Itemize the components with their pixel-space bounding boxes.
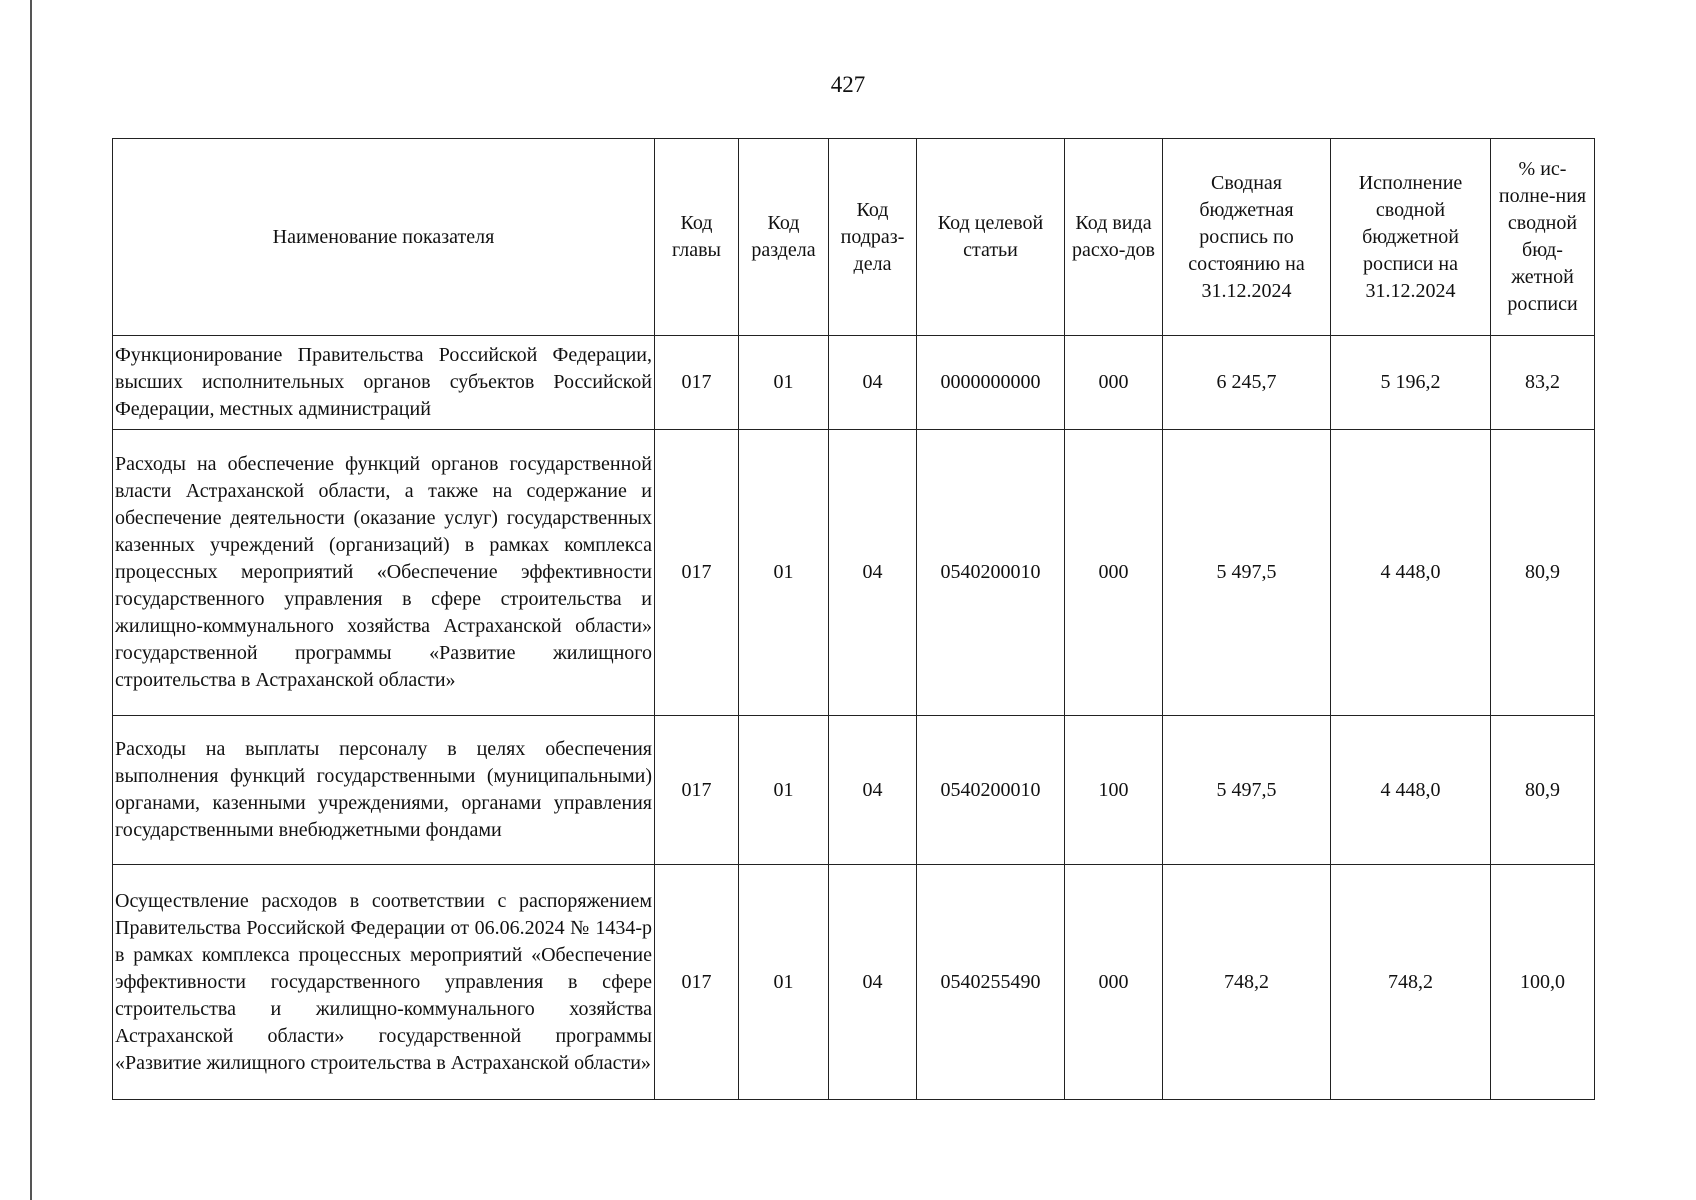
cell-vid: 000 bbox=[1065, 336, 1163, 430]
cell-plan: 6 245,7 bbox=[1163, 336, 1331, 430]
cell-plan: 5 497,5 bbox=[1163, 430, 1331, 716]
header-podrazdel: Код подраз-дела bbox=[829, 139, 917, 336]
cell-percent: 80,9 bbox=[1491, 716, 1595, 865]
cell-percent: 80,9 bbox=[1491, 430, 1595, 716]
header-celevaya: Код целевой статьи bbox=[917, 139, 1065, 336]
cell-percent: 100,0 bbox=[1491, 865, 1595, 1100]
row-name: Расходы на выплаты персоналу в целях обеспечения выполнения функций государственными (муниципальными) органами, казенными учреждениями, органами управления государственными внебюджетными фондами bbox=[113, 716, 655, 865]
table-row bbox=[113, 430, 1595, 716]
cell-plan: 5 497,5 bbox=[1163, 716, 1331, 865]
header-vid: Код вида расхо-дов bbox=[1065, 139, 1163, 336]
header-plan: Сводная бюджетная роспись по состоянию на 31.12.2024 bbox=[1163, 139, 1331, 336]
cell-celevaya: 0540255490 bbox=[917, 865, 1065, 1100]
cell-glava: 017 bbox=[655, 336, 739, 430]
cell-ispolnenie: 4 448,0 bbox=[1331, 430, 1491, 716]
cell-podrazdel: 04 bbox=[829, 716, 917, 865]
cell-razdel: 01 bbox=[739, 430, 829, 716]
cell-celevaya: 0540200010 bbox=[917, 430, 1065, 716]
page-margin-line bbox=[30, 0, 32, 1200]
cell-glava: 017 bbox=[655, 430, 739, 716]
cell-podrazdel: 04 bbox=[829, 430, 917, 716]
budget-execution-table bbox=[112, 138, 1595, 1100]
cell-ispolnenie: 4 448,0 bbox=[1331, 716, 1491, 865]
cell-razdel: 01 bbox=[739, 865, 829, 1100]
row-name: Осуществление расходов в соответствии с распоряжением Правительства Российской Федерации от 06.06.2024 № 1434-р в рамках комплекса процессных мероприятий «Обеспечение эффективности государственного управления в сфере строительства и жилищно-коммунального хозяйства Астраханской области» государственной программы «Развитие жилищного строительства в Астраханской области» bbox=[113, 865, 655, 1100]
cell-ispolnenie: 748,2 bbox=[1331, 865, 1491, 1100]
page-number: 427 bbox=[830, 72, 866, 97]
cell-ispolnenie: 5 196,2 bbox=[1331, 336, 1491, 430]
cell-podrazdel: 04 bbox=[829, 336, 917, 430]
cell-plan: 748,2 bbox=[1163, 865, 1331, 1100]
cell-razdel: 01 bbox=[739, 716, 829, 865]
cell-vid: 100 bbox=[1065, 716, 1163, 865]
cell-glava: 017 bbox=[655, 716, 739, 865]
table-header-row bbox=[113, 139, 1595, 336]
row-name: Функционирование Правительства Российской Федерации, высших исполнительных органов субъектов Российской Федерации, местных администраций bbox=[113, 336, 655, 430]
header-ispolnenie: Исполнение сводной бюджетной росписи на 31.12.2024 bbox=[1331, 139, 1491, 336]
cell-vid: 000 bbox=[1065, 865, 1163, 1100]
cell-podrazdel: 04 bbox=[829, 865, 917, 1100]
header-razdel: Код раздела bbox=[739, 139, 829, 336]
cell-razdel: 01 bbox=[739, 336, 829, 430]
table-row bbox=[113, 865, 1595, 1100]
header-glava: Код главы bbox=[655, 139, 739, 336]
cell-glava: 017 bbox=[655, 865, 739, 1100]
cell-percent: 83,2 bbox=[1491, 336, 1595, 430]
table-row bbox=[113, 716, 1595, 865]
cell-vid: 000 bbox=[1065, 430, 1163, 716]
header-percent: % ис-полне-ния сводной бюд-жетной росписи bbox=[1491, 139, 1595, 336]
table-row bbox=[113, 336, 1595, 430]
cell-celevaya: 0000000000 bbox=[917, 336, 1065, 430]
header-name: Наименование показателя bbox=[113, 139, 655, 336]
cell-celevaya: 0540200010 bbox=[917, 716, 1065, 865]
row-name: Расходы на обеспечение функций органов государственной власти Астраханской области, а также на содержание и обеспечение деятельности (оказание услуг) государственных казенных учреждений (организаций) в рамках комплекса процессных мероприятий «Обеспечение эффективности государственного управления в сфере строительства и жилищно-коммунального хозяйства Астраханской области» государственной программы «Развитие жилищного строительства в Астраханской области» bbox=[113, 430, 655, 716]
